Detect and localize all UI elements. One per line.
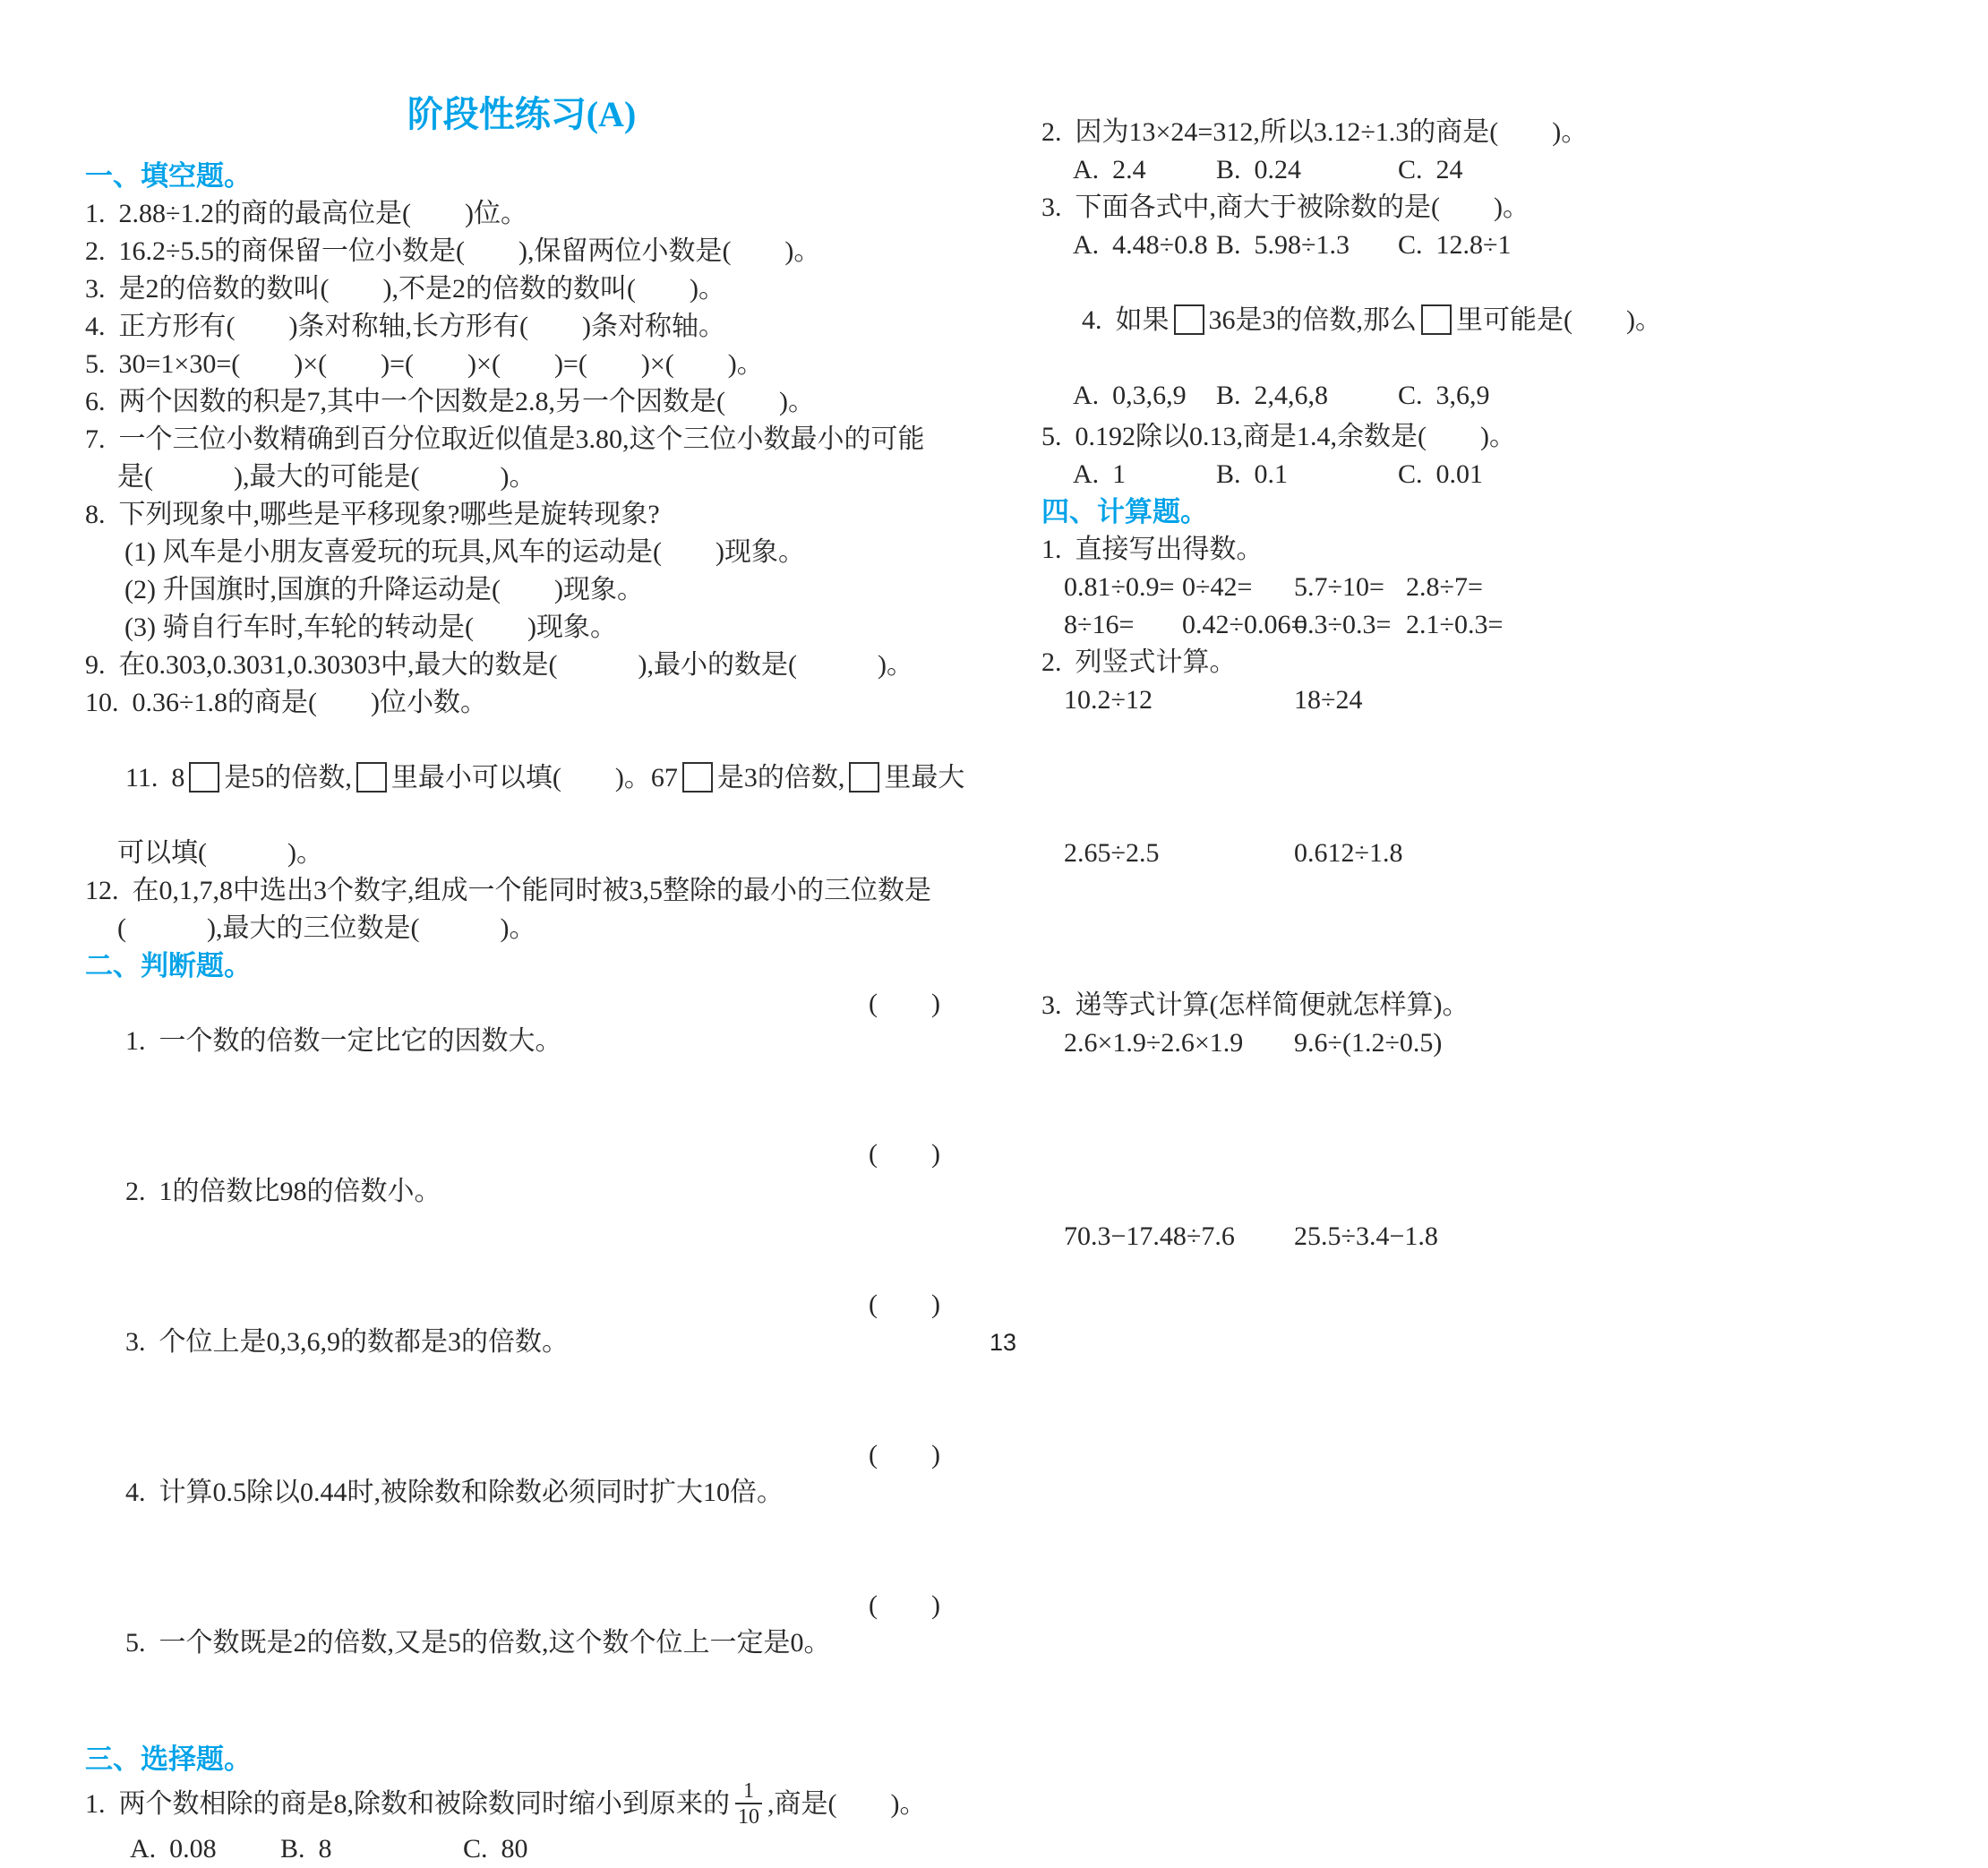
blank-box xyxy=(356,762,387,793)
working-space xyxy=(1041,719,1937,835)
section-heading-calc: 四、计算题。 xyxy=(1041,496,1208,527)
equation: 8÷16= xyxy=(1064,610,1135,639)
judge-answer-parens: ( ) xyxy=(869,989,940,1018)
equation: 0÷42= xyxy=(1182,572,1253,602)
choice-q4-seg2: 里可能是( )。 xyxy=(1456,305,1662,335)
fill-item-7-line1: 7. 一个三位小数精确到百分位取近似值是3.80,这个三位小数最小的可能 xyxy=(85,424,925,454)
fill-item-12-line2: ( ),最大的三位数是( )。 xyxy=(117,913,536,943)
fill-item-9: 9. 在0.303,0.3031,0.30303中,最大的数是( ),最小的数是( )。 xyxy=(85,650,913,680)
fraction-one-tenth xyxy=(735,1779,762,1829)
equation: 0.42÷0.06= xyxy=(1182,610,1307,639)
equation: 25.5÷3.4−1.8 xyxy=(1294,1221,1438,1251)
option-c: C. 12.8÷1 xyxy=(1398,230,1512,260)
section-heading-judge: 二、判断题。 xyxy=(85,950,252,981)
equation: 2.8÷7= xyxy=(1406,572,1483,602)
calc-1-row2 xyxy=(1041,606,1937,644)
fill-item-10: 10. 0.36÷1.8的商是( )位小数。 xyxy=(85,688,487,717)
choice-q2: 2. 因为13×24=312,所以3.12÷1.3的商是( )。 xyxy=(1041,117,1589,147)
option-b: B. 0.24 xyxy=(1216,155,1302,184)
fill-item-12-line1: 12. 在0,1,7,8中选出3个数字,组成一个能同时被3,5整除的最小的三位数是 xyxy=(85,876,931,905)
judge-item-4 xyxy=(85,1436,958,1587)
equation: 10.2÷12 xyxy=(1064,685,1153,715)
calc-2-label: 2. 列竖式计算。 xyxy=(1041,647,1237,677)
equation: 70.3−17.48÷7.6 xyxy=(1064,1221,1235,1251)
option-b: B. 8 xyxy=(280,1834,332,1864)
choice-q5: 5. 0.192除以0.13,商是1.4,余数是( )。 xyxy=(1041,422,1516,451)
page-title: 阶段性练习(A) xyxy=(407,94,637,134)
judge-answer-parens: ( ) xyxy=(869,1290,940,1319)
judge-answer-parens: ( ) xyxy=(869,1590,940,1620)
working-space xyxy=(1041,872,1937,987)
judge-item-text: 5. 一个数既是2的倍数,又是5的倍数,这个数个位上一定是0。 xyxy=(125,1628,831,1658)
choice-q4-seg0: 4. 如果 xyxy=(1082,305,1170,335)
fill-item-11-line1 xyxy=(85,722,965,835)
calc-1-label: 1. 直接写出得数。 xyxy=(1041,535,1264,564)
blank-box xyxy=(849,762,879,793)
fill-item-8-sub3: (3) 骑自行车时,车轮的转动是( )现象。 xyxy=(124,613,617,642)
judge-item-text: 1. 一个数的倍数一定比它的因数大。 xyxy=(125,1026,562,1056)
judge-item-2 xyxy=(85,1135,958,1286)
fraction-denominator: 10 xyxy=(735,1803,762,1829)
calc-1-row1 xyxy=(1041,569,1937,606)
equation: 9.6÷(1.2÷0.5) xyxy=(1294,1028,1443,1058)
fill-item-4: 4. 正方形有( )条对称轴,长方形有( )条对称轴。 xyxy=(85,312,725,341)
working-space xyxy=(1041,1062,1937,1218)
option-a: A. 4.48÷0.8 xyxy=(1073,230,1208,260)
page-number: 13 xyxy=(989,1329,1017,1356)
calc-3-label: 3. 递等式计算(怎样简便就怎样算)。 xyxy=(1041,990,1470,1020)
right-column xyxy=(1041,114,1937,1255)
equation: 2.6×1.9÷2.6×1.9 xyxy=(1064,1028,1244,1058)
choice-q3: 3. 下面各式中,商大于被除数的是( )。 xyxy=(1041,193,1530,222)
section-heading-fill: 一、填空题。 xyxy=(85,160,252,192)
choice-q4-options xyxy=(1041,377,1937,415)
option-c: C. 24 xyxy=(1398,155,1463,184)
calc-2-row2 xyxy=(1041,835,1937,872)
choice-q1-options xyxy=(85,1830,958,1868)
equation: 0.3÷0.3= xyxy=(1294,610,1392,639)
fraction-numerator: 1 xyxy=(743,1779,754,1803)
option-a: A. 2.4 xyxy=(1073,155,1146,184)
fill-item-11-line2: 可以填( )。 xyxy=(117,838,323,868)
choice-q1-post: ,商是( )。 xyxy=(767,1789,927,1819)
equation: 0.81÷0.9= xyxy=(1064,572,1175,602)
equation: 5.7÷10= xyxy=(1294,572,1384,602)
equation: 2.1÷0.3= xyxy=(1406,610,1504,639)
calc-3-row2 xyxy=(1041,1218,1937,1255)
choice-q4-seg1: 36是3的倍数,那么 xyxy=(1208,305,1417,335)
option-b: B. 2,4,6,8 xyxy=(1216,381,1329,410)
option-a: A. 1 xyxy=(1073,459,1127,489)
equation: 0.612÷1.8 xyxy=(1294,838,1403,868)
fill-item-6: 6. 两个因数的积是7,其中一个因数是2.8,另一个因数是( )。 xyxy=(85,387,815,416)
calc-3-row1 xyxy=(1041,1024,1937,1062)
fill-item-5: 5. 30=1×30=( )×( )=( )×( )=( )×( )。 xyxy=(85,349,764,379)
judge-answer-parens: ( ) xyxy=(869,1139,940,1169)
section-heading-choice: 三、选择题。 xyxy=(85,1744,252,1775)
choice-q1 xyxy=(85,1778,958,1830)
option-a: A. 0.08 xyxy=(130,1834,217,1864)
fill-item-11-seg1: 是5的倍数, xyxy=(224,763,352,793)
equation: 18÷24 xyxy=(1294,685,1363,715)
judge-answer-parens: ( ) xyxy=(869,1440,940,1470)
judge-item-1 xyxy=(85,985,958,1135)
judge-item-text: 2. 1的倍数比98的倍数小。 xyxy=(125,1177,441,1206)
judge-item-text: 4. 计算0.5除以0.44时,被除数和除数必须同时扩大10倍。 xyxy=(125,1478,784,1507)
fill-item-8-sub2: (2) 升国旗时,国旗的升降运动是( )现象。 xyxy=(124,575,644,604)
option-b: B. 0.1 xyxy=(1216,459,1289,489)
blank-box xyxy=(1421,304,1452,335)
choice-q4 xyxy=(1041,264,1937,377)
option-b: B. 5.98÷1.3 xyxy=(1216,230,1350,260)
fill-item-2: 2. 16.2÷5.5的商保留一位小数是( ),保留两位小数是( )。 xyxy=(85,236,821,266)
fill-item-8: 8. 下列现象中,哪些是平移现象?哪些是旋转现象? xyxy=(85,500,660,529)
judge-item-text: 3. 个位上是0,3,6,9的数都是3的倍数。 xyxy=(125,1327,569,1357)
equation: 2.65÷2.5 xyxy=(1064,838,1160,868)
choice-q1-pre: 1. 两个数相除的商是8,除数和被除数同时缩小到原来的 xyxy=(85,1789,730,1819)
choice-q5-options xyxy=(1041,456,1937,493)
blank-box xyxy=(682,762,713,793)
fill-item-8-sub1: (1) 风车是小朋友喜爱玩的玩具,风车的运动是( )现象。 xyxy=(124,537,805,567)
left-column xyxy=(85,77,965,1868)
fill-item-11-seg0: 11. 8 xyxy=(125,763,185,793)
fill-item-11-seg2: 里最小可以填( )。67 xyxy=(390,763,678,793)
judge-item-5 xyxy=(85,1587,958,1737)
blank-box xyxy=(1174,304,1204,335)
option-c: C. 80 xyxy=(463,1834,528,1864)
fill-item-11-seg3: 是3的倍数, xyxy=(716,763,845,793)
fill-item-1: 1. 2.88÷1.2的商的最高位是( )位。 xyxy=(85,199,527,228)
fill-item-3: 3. 是2的倍数的数叫( ),不是2的倍数的数叫( )。 xyxy=(85,274,725,304)
choice-q3-options xyxy=(1041,227,1937,264)
option-c: C. 0.01 xyxy=(1398,459,1484,489)
fill-item-11-seg4: 里最大 xyxy=(884,763,965,793)
fill-item-7-line2: 是( ),最大的可能是( )。 xyxy=(117,462,536,492)
option-a: A. 0,3,6,9 xyxy=(1073,381,1187,410)
option-c: C. 3,6,9 xyxy=(1398,381,1490,410)
judge-item-3 xyxy=(85,1286,958,1436)
calc-2-row1 xyxy=(1041,681,1937,719)
blank-box xyxy=(189,762,219,793)
choice-q2-options xyxy=(1041,151,1937,189)
